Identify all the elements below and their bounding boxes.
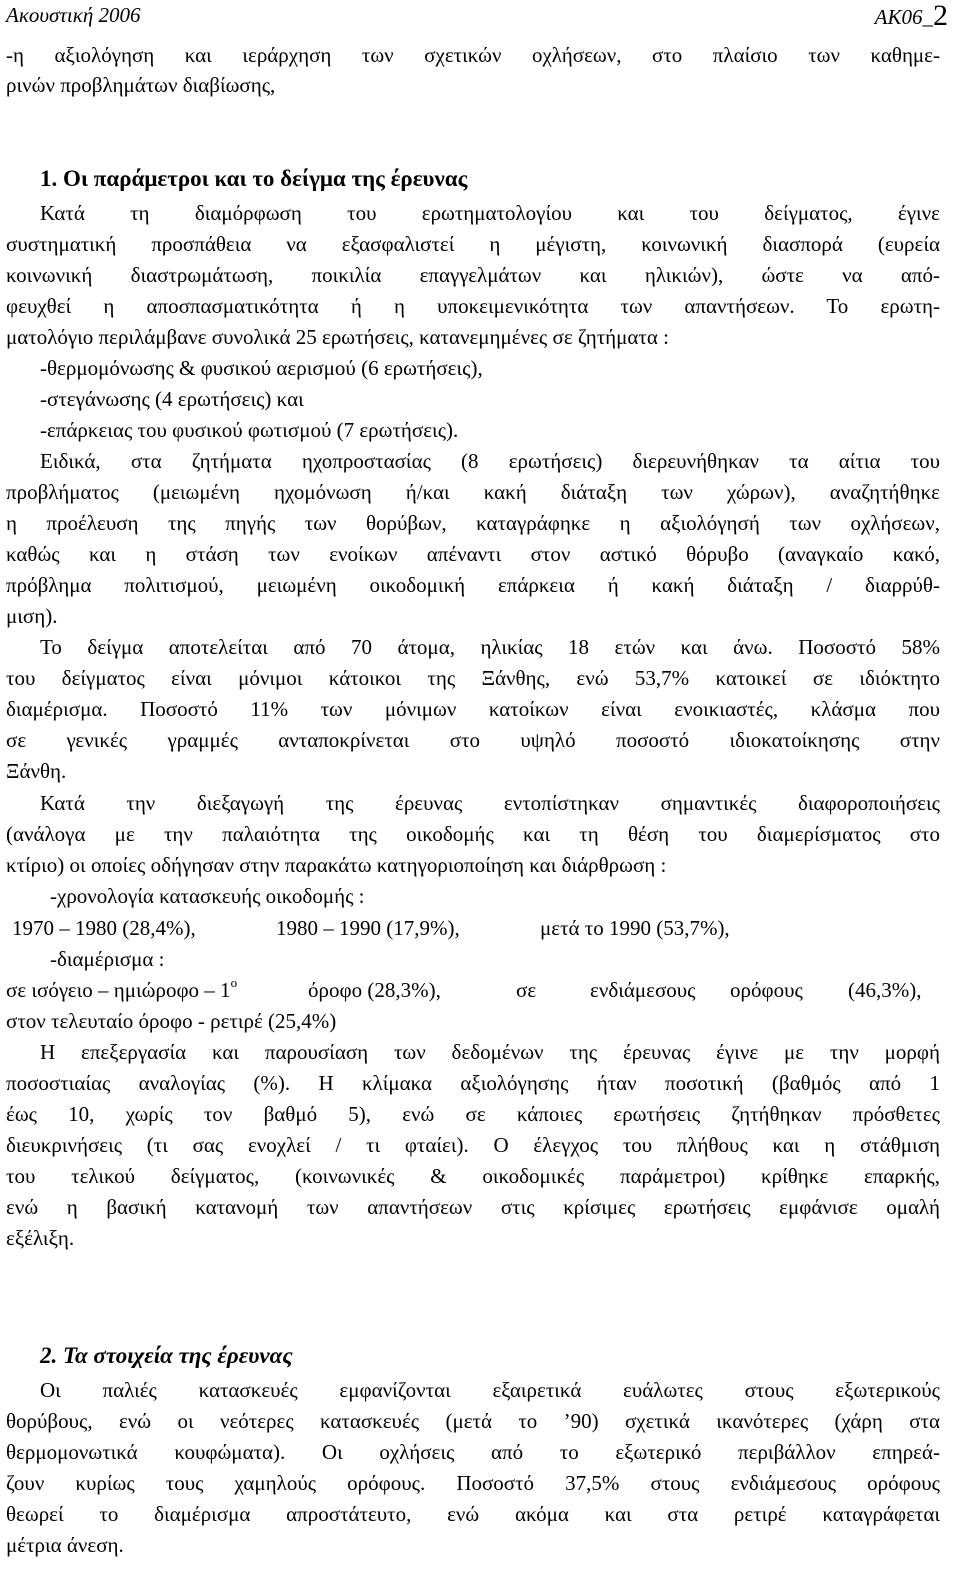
text-line: η προέλευση της πηγής των θορύβων, καταγράφηκε η αξιολόγησή των οχλήσεων, <box>6 511 940 535</box>
running-header-left: Ακουστική 2006 <box>6 3 141 27</box>
text-fragment: σε <box>516 978 537 1002</box>
text-line: Κατά την διεξαγωγή της έρευνας εντοπίστηκαν σημαντικές διαφοροποιήσεις <box>40 791 940 815</box>
text-line: πρόβλημα πολιτισμού, μειωμένη οικοδομική επάρκεια ή κακή διάταξη / διαρρύθ- <box>6 573 940 597</box>
text-line: κτίριο) οι οποίες οδήγησαν στην παρακάτω κατηγοριοποίηση και διάρθρωση : <box>6 853 667 877</box>
text-line: ζουν κυρίως τους χαμηλούς ορόφους. Ποσοστό 37,5% στους ενδιάμεσους ορόφους <box>6 1471 940 1495</box>
text-line: εξέλιξη. <box>6 1226 75 1250</box>
text-line: ενώ η βασική κατανομή των απαντήσεων στις κρίσιμες ερωτήσεις εμφάνισε ομαλή <box>6 1195 940 1219</box>
text-line: ποσοστιαίας αναλογίας (%). Η κλίμακα αξιολόγησης ήταν ποσοτική (βαθμός από 1 <box>6 1071 940 1095</box>
text-fragment: όροφο (28,3%), <box>308 978 441 1002</box>
text-line: διαμέρισμα. Ποσοστό 11% των μόνιμων κατοίκων είναι ενοικιαστές, κλάσμα που <box>6 697 940 721</box>
text-fragment: σε ισόγειο – ημιώροφο – $1^o$ <box>6 975 238 1002</box>
text-line: σε γενικές γραμμές ανταποκρίνεται στο υψηλό ποσοστό ιδιοκατοίκησης στην <box>6 728 940 752</box>
text-line: φευχθεί η αποσπασματικότητα ή η υποκειμενικότητα των απαντήσεων. Το ερωτη- <box>6 294 940 318</box>
text-line: Οι παλιές κατασκευές εμφανίζονται εξαιρετικά ευάλωτες στους εξωτερικούς <box>40 1378 940 1402</box>
text-line: κοινωνική διαστρωμάτωση, ποικιλία επαγγελμάτων και ηλικιών), ώστε να από- <box>6 263 940 287</box>
superscript: ο <box>230 975 238 990</box>
text-line: ρινών προβλημάτων διαβίωσης, <box>6 73 276 97</box>
text-line: Το δείγμα αποτελείται από 70 άτομα, ηλικίας 18 ετών και άνω. Ποσοστό 58% <box>40 635 940 659</box>
text-line: -η αξιολόγηση και ιεράρχηση των σχετικών οχλήσεων, στο πλαίσιο των καθημε- <box>6 43 940 67</box>
list-item: -χρονολογία κατασκευής οικοδομής : <box>50 884 365 908</box>
text-line: καθώς και η στάση των ενοίκων απέναντι στον αστικό θόρυβο (αναγκαίο κακό, <box>6 542 940 566</box>
text-fragment: 1970 – 1980 (28,4%), <box>12 916 196 940</box>
list-item: -διαμέρισμα : <box>50 947 165 971</box>
page-number: 2 <box>933 0 948 32</box>
text-line: θεωρεί το διαμέρισμα απροστάτευτο, ενώ ακόμα και στα ρετιρέ καταγράφεται <box>6 1502 940 1526</box>
text-line: Ειδικά, στα ζητήματα ηχοπροστασίας (8 ερωτήσεις) διερευνήθηκαν τα αίτια του <box>40 449 940 473</box>
text-line: διευκρινήσεις (τι σας ενοχλεί / τι φταίει). Ο έλεγχος του πλήθους και η στάθμιση <box>6 1133 940 1157</box>
text-line: Η επεξεργασία και παρουσίαση των δεδομένων της έρευνας έγινε με την μορφή <box>40 1040 940 1064</box>
list-item: -επάρκειας του φυσικού φωτισμού (7 ερωτήσεις). <box>40 418 459 442</box>
text-line: Ξάνθη. <box>6 759 67 783</box>
text-fragment: ορόφους <box>730 978 803 1002</box>
text-line: στον τελευταίο όροφο - ρετιρέ (25,4%) <box>6 1009 337 1033</box>
list-item: -θερμομόνωσης & φυσικού αερισμού (6 ερωτήσεις), <box>40 356 483 380</box>
text-line: θερμομονωτικά κουφώματα). Οι οχλήσεις από το εξωτερικό περιβάλλον επηρεά- <box>6 1440 940 1464</box>
list-item: -στεγάνωσης (4 ερωτήσεις) και <box>40 387 304 411</box>
text-line: προβλήματος (μειωμένη ηχομόνωση ή/και κακή διάταξη των χώρων), αναζητήθηκε <box>6 480 940 504</box>
running-header-right <box>875 2 948 30</box>
text-line: έως 10, χωρίς τον βαθμό 5), ενώ σε κάποιες ερωτήσεις ζητήθηκαν πρόσθετες <box>6 1102 940 1126</box>
text-line: συστηματική προσπάθεια να εξασφαλιστεί η μέγιστη, κοινωνική διασπορά (ευρεία <box>6 232 940 256</box>
text-line: θορύβους, ενώ οι νεότερες κατασκευές (μετά το ’90) σχετικά ικανότερες (χάρη στα <box>6 1409 940 1433</box>
text-line: μιση). <box>6 604 58 628</box>
text-line: του δείγματος είναι μόνιμοι κάτοικοι της Ξάνθης, ενώ 53,7% κατοικεί σε ιδιόκτητο <box>6 666 940 690</box>
text-line: (ανάλογα με την παλαιότητα της οικοδομής και τη θέση του διαμερίσματος στο <box>6 822 940 846</box>
text-fragment: 1980 – 1990 (17,9%), <box>276 916 460 940</box>
text-fragment: μετά το 1990 (53,7%), <box>540 916 730 940</box>
text-line: ματολόγιο περιλάμβανε συνολικά 25 ερωτήσεις, κατανεμημένες σε ζητήματα : <box>6 325 669 349</box>
section-heading-1: 1. Οι παράμετροι και το δείγμα της έρευνας <box>40 166 468 191</box>
text-line: μέτρια άνεση. <box>6 1533 124 1557</box>
text-line: Κατά τη διαμόρφωση του ερωτηματολογίου και του δείγματος, έγινε <box>40 201 940 225</box>
text-fragment: (46,3%), <box>848 978 922 1002</box>
header-code: ΑΚ06_ <box>874 5 933 29</box>
text-fragment: ενδιάμεσους <box>590 978 696 1002</box>
text-line: του τελικού δείγματος, (κοινωνικές & οικοδομικές παράμετροι) κρίθηκε επαρκής, <box>6 1164 940 1188</box>
section-heading-2: 2. Τα στοιχεία της έρευνας <box>40 1343 293 1368</box>
